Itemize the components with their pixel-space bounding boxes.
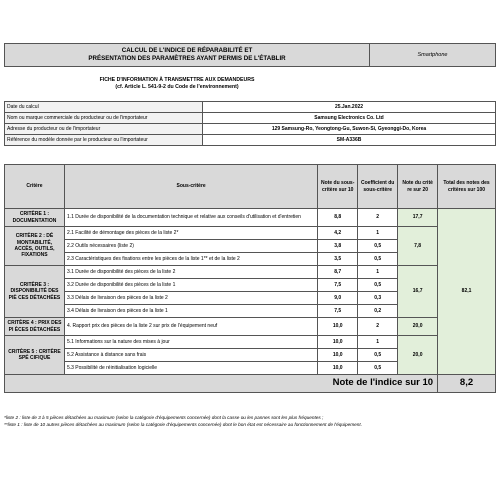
info-value: 25.Jan.2022 bbox=[203, 102, 496, 113]
subcriterion-label: 5.3 Possibilité de réinitialisation logicielle bbox=[64, 362, 317, 375]
criterion-2-score: 7,8 bbox=[398, 227, 438, 266]
info-label: Date du calcul bbox=[5, 102, 203, 113]
subcriterion-coef: 1 bbox=[358, 336, 398, 349]
subcriterion-label: 2.3 Caractéristiques des fixations entre les pièces de la liste 1** et de la liste 2 bbox=[64, 253, 317, 266]
criterion-5-name: CRITÈRE 5 : CRITÈRE SPÉ CIFIQUE bbox=[5, 336, 65, 375]
subcriterion-note: 8,7 bbox=[318, 266, 358, 279]
header-title-line2: PRÉSENTATION DES PARAMÈTRES AYANT PERMIS DE L'ÉTABLIR bbox=[88, 55, 286, 62]
subcriterion-coef: 2 bbox=[358, 318, 398, 336]
footnote-2: **liste 1 : liste de 10 autres pièces détachées au maximum (selon la catégorie d'équipements concernée) dont le bon état est nécessaire au fonctionnement de l'équipement. bbox=[4, 421, 362, 427]
header-title bbox=[5, 44, 370, 67]
criterion-5-score: 20,0 bbox=[398, 336, 438, 375]
subcriterion-label: 2.1 Facilité de démontage des pièces de la liste 2* bbox=[64, 227, 317, 240]
subcriterion-coef: 0,5 bbox=[358, 240, 398, 253]
info-table bbox=[4, 101, 496, 146]
subcriterion-label: 5.2 Assistance à distance sans frais bbox=[64, 349, 317, 362]
score-table bbox=[4, 164, 496, 393]
table-row bbox=[5, 266, 496, 279]
subcriterion-note: 10,0 bbox=[318, 318, 358, 336]
info-label: Référence du modèle donnée par le producteur ou l'importateur bbox=[5, 135, 203, 146]
subcriterion-note: 7,5 bbox=[318, 279, 358, 292]
final-score-value: 8,2 bbox=[438, 375, 496, 393]
info-row bbox=[5, 135, 496, 146]
subcriterion-note: 9,0 bbox=[318, 292, 358, 305]
subcriterion-label: 4. Rapport prix des pièces de la liste 2 sur prix de l'équipement neuf bbox=[64, 318, 317, 336]
subcriterion-note: 3,8 bbox=[318, 240, 358, 253]
info-row bbox=[5, 124, 496, 135]
subcriterion-note: 10,0 bbox=[318, 349, 358, 362]
criterion-4-name: CRITÈRE 4 : PRIX DES PI ÈCES DÉTACHÉES bbox=[5, 318, 65, 336]
header-note-critere: Note du critè re sur 20 bbox=[398, 165, 438, 209]
footnote-1: *liste 2 : liste de 3 à 5 pièces détachées au maximum (selon la catégorie d'équipements concernée) dont la casse ou les pannes sont les plus fréquentes ; bbox=[4, 415, 324, 420]
info-label: Adresse du producteur ou de l'importateur bbox=[5, 124, 203, 135]
info-value: SM-A336B bbox=[203, 135, 496, 146]
fiche-line2: (cf. Article L. 541-9-2 du Code de l'environnement) bbox=[115, 84, 239, 90]
subcriterion-coef: 1 bbox=[358, 227, 398, 240]
subcriterion-label: 3.3 Délais de livraison des pièces de la liste 2 bbox=[64, 292, 317, 305]
subcriterion-coef: 0,5 bbox=[358, 349, 398, 362]
table-row bbox=[5, 227, 496, 240]
header-note-sous: Note du sous-critère sur 10 bbox=[318, 165, 358, 209]
subcriterion-note: 10,0 bbox=[318, 336, 358, 349]
header-total: Total des notes des critères sur 100 bbox=[438, 165, 496, 209]
criterion-1-score: 17,7 bbox=[398, 209, 438, 227]
subcriterion-coef: 2 bbox=[358, 209, 398, 227]
criterion-3-score: 16,7 bbox=[398, 266, 438, 318]
subcriterion-note: 10,0 bbox=[318, 362, 358, 375]
subcriterion-note: 3,5 bbox=[318, 253, 358, 266]
header-coefficient: Coefficient du sous-critère bbox=[358, 165, 398, 209]
subcriterion-coef: 0,5 bbox=[358, 279, 398, 292]
footnotes bbox=[4, 415, 496, 428]
subcriterion-note: 7,5 bbox=[318, 305, 358, 318]
info-row bbox=[5, 113, 496, 124]
table-row bbox=[5, 336, 496, 349]
header-title-line1: CALCUL DE L'INDICE DE RÉPARABILITÉ ET bbox=[121, 47, 253, 54]
subcriterion-note: 4,2 bbox=[318, 227, 358, 240]
subcriterion-coef: 0,3 bbox=[358, 292, 398, 305]
subcriterion-coef: 0,2 bbox=[358, 305, 398, 318]
subcriterion-label: 3.2 Durée de disponibilité des pièces de la liste 1 bbox=[64, 279, 317, 292]
header-sous-critere: Sous-critère bbox=[64, 165, 317, 209]
info-label: Nom ou marque commerciale du producteur ou de l'importateur bbox=[5, 113, 203, 124]
criterion-3-name: CRITÈRE 3 : DISPONIBILITÉ DES PIÈ CES DÉTACHÉES bbox=[5, 266, 65, 318]
table-row bbox=[5, 318, 496, 336]
header-critere: Critère bbox=[5, 165, 65, 209]
subcriterion-note: 8,8 bbox=[318, 209, 358, 227]
subcriterion-coef: 0,5 bbox=[358, 362, 398, 375]
total-score: 82,1 bbox=[438, 209, 496, 375]
header-table bbox=[4, 43, 496, 67]
subcriterion-coef: 1 bbox=[358, 266, 398, 279]
final-score-label: Note de l'indice sur 10 bbox=[5, 375, 438, 393]
subcriterion-label: 3.4 Délais de livraison des pièces de la liste 1 bbox=[64, 305, 317, 318]
criterion-4-score: 20,0 bbox=[398, 318, 438, 336]
subcriterion-label: 1.1 Durée de disponibilité de la documentation technique et relative aux conseils d'utilisation et d'entretien bbox=[64, 209, 317, 227]
subcriterion-label: 3.1 Durée de disponibilité des pièces de la liste 2 bbox=[64, 266, 317, 279]
header-category: Smartphone bbox=[370, 44, 496, 67]
subcriterion-label: 2.2 Outils nécessaires (liste 2) bbox=[64, 240, 317, 253]
info-row bbox=[5, 102, 496, 113]
criterion-1-name: CRITÈRE 1 : DOCUMENTATION bbox=[5, 209, 65, 227]
fiche-heading bbox=[82, 77, 272, 91]
fiche-line1: FICHE D'INFORMATION À TRANSMETTRE AUX DEMANDEURS bbox=[99, 77, 255, 83]
criterion-2-name: CRITÈRE 2 : DÉ MONTABILITÉ, ACCÈS, OUTILS, FIXATIONS bbox=[5, 227, 65, 266]
info-value: 129 Samsung-Ro, Yeongtong-Gu, Suwon-Si, Gyeonggi-Do, Korea bbox=[203, 124, 496, 135]
subcriterion-label: 5.1 Informations sur la nature des mises à jour bbox=[64, 336, 317, 349]
table-row bbox=[5, 209, 496, 227]
subcriterion-coef: 0,5 bbox=[358, 253, 398, 266]
info-value: Samsung Electronics Co. Ltd bbox=[203, 113, 496, 124]
